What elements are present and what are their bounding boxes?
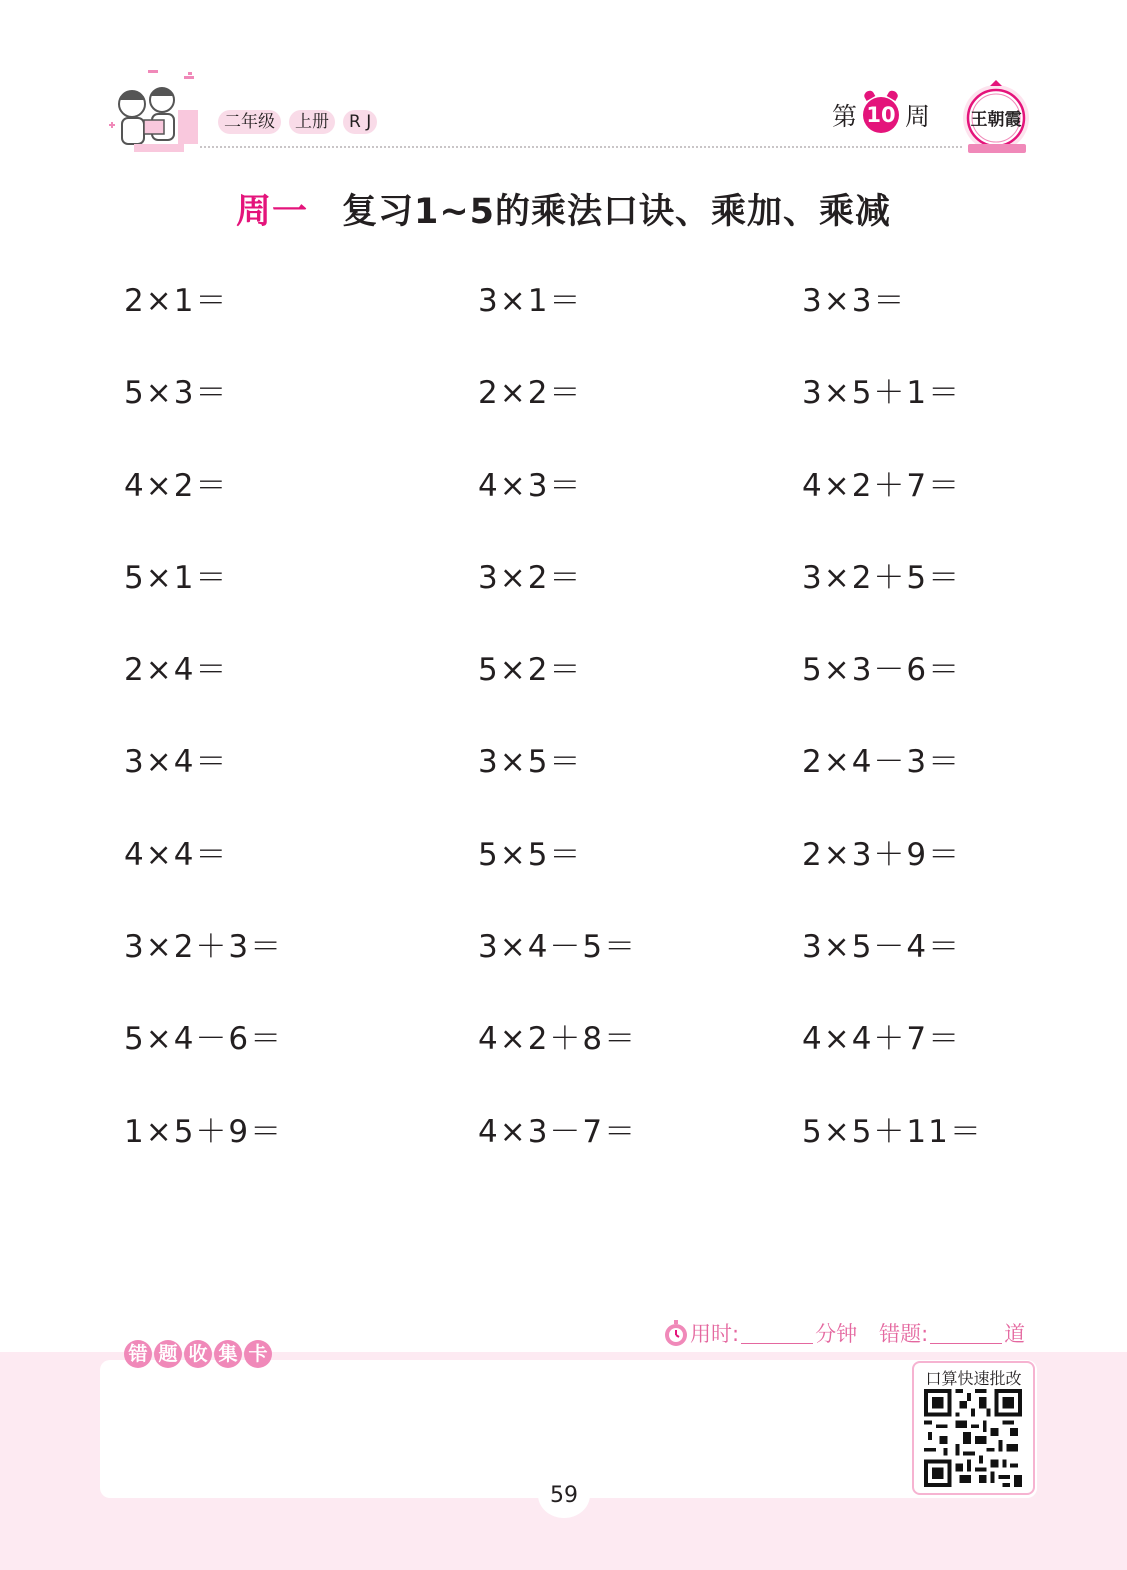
errors-blank[interactable] [930, 1323, 1002, 1344]
math-problem: 5×1＝ [124, 559, 229, 596]
math-problem: 2×4－3＝ [802, 744, 962, 781]
math-problem: 5×3－6＝ [802, 652, 962, 689]
card-label-char: 错 [124, 1340, 152, 1368]
week-prefix: 第 [832, 102, 858, 131]
page-number: 59 [538, 1472, 590, 1518]
term-tag: 上册 [289, 110, 335, 134]
card-label-char: 集 [214, 1340, 242, 1368]
math-problem: 3×2＋5＝ [802, 559, 962, 596]
math-problem: 3×4－5＝ [478, 929, 638, 966]
qr-caption: 口算快速批改 [925, 1369, 1022, 1388]
math-problem: 5×5＝ [478, 836, 583, 873]
math-problem: 2×2＝ [478, 375, 583, 412]
problem-column-1 [124, 278, 283, 1201]
math-problem: 3×5－4＝ [802, 929, 962, 966]
qr-code-icon[interactable] [924, 1389, 1022, 1487]
problem-column-3 [802, 278, 983, 1201]
edition-tag: R J [343, 110, 377, 134]
math-problem: 5×2＝ [478, 652, 583, 689]
math-problem: 3×1＝ [478, 283, 583, 319]
math-problem: 4×4＋7＝ [802, 1021, 962, 1058]
math-problem: 5×4－6＝ [124, 1021, 284, 1058]
math-problem: 2×3＋9＝ [802, 836, 962, 873]
math-problem: 5×3＝ [124, 375, 229, 412]
grade-tag: 二年级 [218, 110, 281, 134]
math-problem: 4×4＝ [124, 836, 229, 873]
qr-code-panel[interactable] [912, 1361, 1035, 1495]
problem-column-2 [478, 278, 637, 1201]
card-label-char: 题 [154, 1340, 182, 1368]
errors-unit: 道 [1004, 1322, 1026, 1346]
math-problem: 3×5＋1＝ [802, 375, 962, 412]
errors-label: 错题: [879, 1322, 929, 1346]
card-label-char: 卡 [244, 1340, 272, 1368]
seal-text: 王朝霞 [970, 110, 1022, 130]
time-unit: 分钟 [815, 1322, 858, 1346]
time-blank[interactable] [741, 1323, 813, 1344]
math-problem: 4×2＋8＝ [478, 1021, 638, 1058]
math-problem: 2×4＝ [124, 652, 229, 689]
math-problem: 4×3＝ [478, 467, 583, 504]
title-topic: 复习1~5的乘法口诀、乘加、乘减 [341, 192, 892, 232]
math-problem: 2×1＝ [124, 283, 229, 319]
math-problem: 3×3＝ [802, 283, 907, 319]
time-and-errors-record [662, 1316, 1025, 1350]
stopwatch-icon [662, 1319, 690, 1347]
card-label-char: 收 [184, 1340, 212, 1368]
error-card-label [124, 1340, 272, 1368]
math-problem: 4×2＋7＝ [802, 467, 962, 504]
math-problem: 3×5＝ [478, 744, 583, 781]
time-label: 用时: [690, 1322, 740, 1346]
math-problem: 5×5＋11＝ [802, 1113, 983, 1150]
math-problem: 4×2＝ [124, 467, 229, 504]
math-problem: 3×2＋3＝ [124, 929, 284, 966]
title-day: 周一 [235, 192, 308, 232]
math-problem: 4×3－7＝ [478, 1113, 638, 1150]
week-suffix: 周 [905, 102, 931, 131]
math-problem: 3×4＝ [124, 744, 229, 781]
math-problem: 3×2＝ [478, 559, 583, 596]
math-problem: 1×5＋9＝ [124, 1113, 284, 1150]
week-number-badge: 10 [863, 97, 899, 133]
